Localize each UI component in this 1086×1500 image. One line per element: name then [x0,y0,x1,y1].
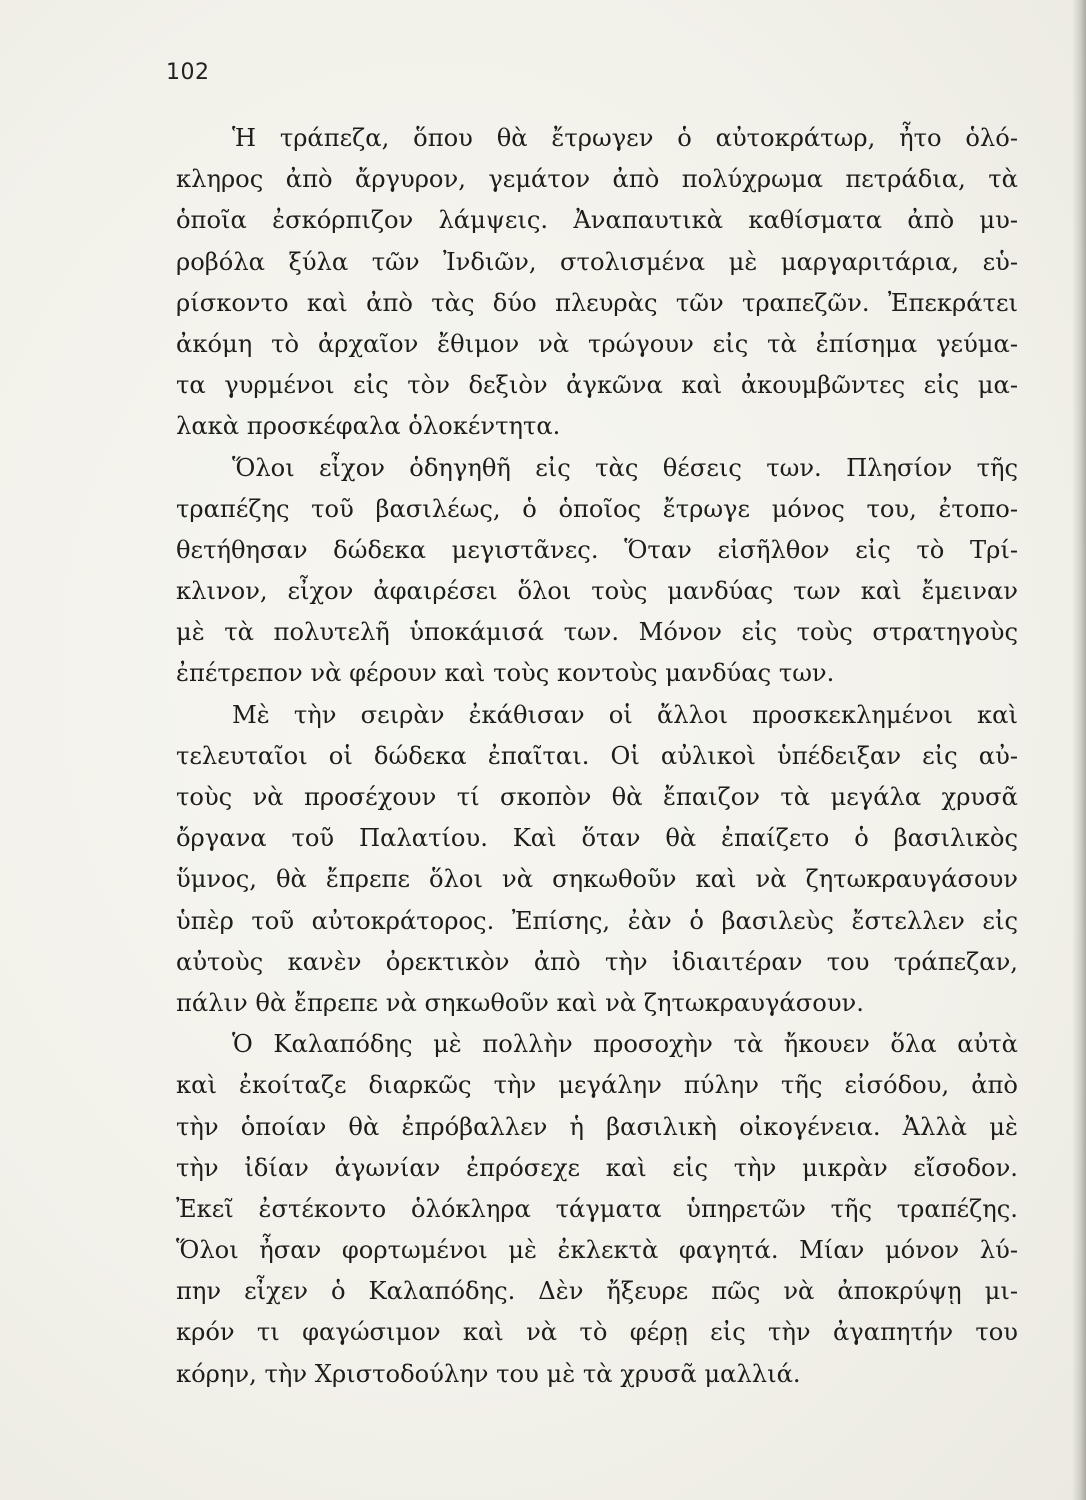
text-line: κλινον, εἶχον ἀφαιρέσει ὅλοι τοὺς μανδύας των καὶ ἔμειναν [176,577,1018,606]
text-line: ὕμνος, θὰ ἔπρεπε ὅλοι νὰ σηκωθοῦν καὶ νὰ ζητωκραυγάσουν [176,865,1018,894]
text-line: πάλιν θὰ ἔπρεπε νὰ σηκωθοῦν καὶ νὰ ζητωκραυγάσουν. [176,988,864,1017]
paragraph-3 [176,695,1018,1025]
text-line: Μὲ τὴν σειρὰν ἐκάθισαν οἱ ἄλλοι προσκεκλημένοι καὶ [232,700,1018,729]
text-line: ὑπὲρ τοῦ αὐτοκράτορος. Ἐπίσης, ἐὰν ὁ βασιλεὺς ἔστελλεν εἰς [176,906,1018,935]
text-line: ὁποῖα ἐσκόρπιζον λάμψεις. Ἀναπαυτικὰ καθίσματα ἀπὸ μυ- [176,206,1018,235]
text-line: ἐπέτρεπον νὰ φέρουν καὶ τοὺς κοντοὺς μανδύας των. [176,659,835,688]
paragraph-1 [176,118,1018,448]
text-line: Ὅλοι εἶχον ὁδηγηθῆ εἰς τὰς θέσεις των. Πλησίον τῆς [232,453,1018,482]
text-line: τὴν ὁποίαν θὰ ἐπρόβαλλεν ἡ βασιλικὴ οἰκογένεια. Ἀλλὰ μὲ [176,1112,1018,1141]
paragraph-4 [176,1024,1018,1395]
text-line: αὐτοὺς κανὲν ὀρεκτικὸν ἀπὸ τὴν ἰδιαιτέραν του τράπεζαν, [176,947,1018,976]
text-line: τελευταῖοι οἱ δώδεκα ἐπαῖται. Οἱ αὐλικοὶ ὑπέδειξαν εἰς αὐ- [176,741,1018,770]
text-line: τα γυρμένοι εἰς τὸν δεξιὸν ἀγκῶνα καὶ ἀκουμβῶντες εἰς μα- [176,371,1018,400]
text-line: θετήθησαν δώδεκα μεγιστᾶνες. Ὅταν εἰσῆλθον εἰς τὸ Τρί- [176,535,1018,564]
text-line: Ὅλοι ἦσαν φορτωμένοι μὲ ἐκλεκτὰ φαγητά. Μίαν μόνον λύ- [176,1236,1018,1265]
text-line: ροβόλα ξύλα τῶν Ἰνδιῶν, στολισμένα μὲ μαργαριτάρια, εὑ- [176,247,1018,276]
text-line: λακὰ προσκέφαλα ὁλοκέντητα. [176,412,561,441]
text-line: Ἡ τράπεζα, ὅπου θὰ ἔτρωγεν ὁ αὐτοκράτωρ, ἦτο ὁλό- [232,124,1018,152]
text-line: τοὺς νὰ προσέχουν τί σκοπὸν θὰ ἔπαιζον τὰ μεγάλα χρυσᾶ [176,783,1018,811]
text-line: ἀκόμη τὸ ἀρχαῖον ἔθιμον νὰ τρώγουν εἰς τὰ ἐπίσημα γεύμα- [176,329,1018,358]
text-line: Ὁ Καλαπόδης μὲ πολλὴν προσοχὴν τὰ ἤκουεν ὅλα αὐτὰ [232,1030,1018,1059]
text-line: ρίσκοντο καὶ ἀπὸ τὰς δύο πλευρὰς τῶν τραπεζῶν. Ἐπεκράτει [176,288,1018,317]
text-line: κρόν τι φαγώσιμον καὶ νὰ τὸ φέρῃ εἰς τὴν ἀγαπητήν του [176,1318,1018,1347]
text-line: μὲ τὰ πολυτελῆ ὑποκάμισά των. Μόνον εἰς τοὺς στρατηγοὺς [176,618,1018,647]
page-edge-shadow [1072,0,1086,1500]
page-number: 102 [166,60,210,85]
text-line: Ἐκεῖ ἐστέκοντο ὁλόκληρα τάγματα ὑπηρετῶν τῆς τραπέζης. [176,1194,1018,1223]
text-line: κληρος ἀπὸ ἄργυρον, γεμάτον ἀπὸ πολύχρωμα πετράδια, τὰ [176,165,1018,194]
text-line: ὄργανα τοῦ Παλατίου. Καὶ ὅταν θὰ ἐπαίζετο ὁ βασιλικὸς [176,824,1018,853]
paragraph-2 [176,448,1018,695]
body-text [176,118,1018,1395]
text-line: καὶ ἐκοίταζε διαρκῶς τὴν μεγάλην πύλην τῆς εἰσόδου, ἀπὸ [176,1071,1018,1100]
text-line: τὴν ἰδίαν ἀγωνίαν ἐπρόσεχε καὶ εἰς τὴν μικρὰν εἴσοδον. [176,1153,1018,1182]
text-line: κόρην, τὴν Χριστοδούλην του μὲ τὰ χρυσᾶ μαλλιά. [176,1359,801,1388]
text-line: τραπέζης τοῦ βασιλέως, ὁ ὁποῖος ἔτρωγε μόνος του, ἐτοπο- [176,494,1018,523]
text-line: πην εἶχεν ὁ Καλαπόδης. Δὲν ἤξευρε πῶς νὰ ἀποκρύψῃ μι- [176,1277,1018,1306]
